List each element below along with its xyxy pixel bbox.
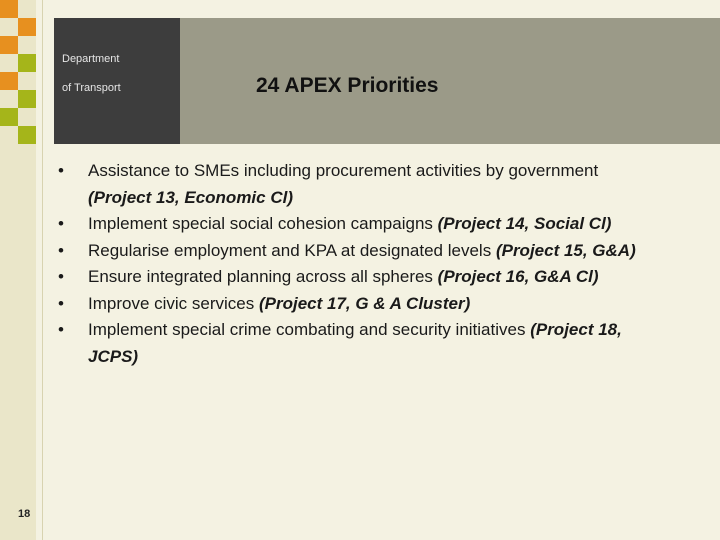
header-dark-block <box>54 18 180 144</box>
bullet-text: Improve civic services <box>88 293 259 313</box>
decor-square-green <box>18 54 36 72</box>
bullet-project: (Project 13, Economic Cl) <box>88 187 293 207</box>
bullet-icon: • <box>58 214 64 233</box>
bullet-item <box>58 264 658 291</box>
page-number: 18 <box>18 508 31 520</box>
slide-title: 24 APEX Priorities <box>256 74 439 97</box>
bullet-text: Assistance to SMEs including procurement activities by government <box>88 161 599 180</box>
department-label: Department <box>62 53 120 65</box>
decor-square-orange <box>0 72 18 90</box>
bullet-project: (Project 17, G & A Cluster) <box>258 293 471 313</box>
bullet-text: Ensure integrated planning across all spheres <box>88 267 438 286</box>
decor-square-green <box>18 90 36 108</box>
bullet-icon: • <box>58 267 64 286</box>
bullet-project: (Project 18, JCPS) <box>88 320 622 366</box>
bullet-icon: • <box>58 320 64 339</box>
left-divider <box>42 0 49 540</box>
bullet-icon: • <box>58 240 64 260</box>
bullet-text: Implement special crime combating and security initiatives <box>88 320 531 339</box>
decor-square-green <box>0 108 18 126</box>
bullet-item <box>58 317 658 370</box>
left-decorative-column <box>0 0 36 540</box>
decor-square-orange <box>18 18 36 36</box>
bullet-item <box>58 211 658 238</box>
bullet-project: (Project 14, Social Cl) <box>437 214 612 233</box>
bullet-list <box>58 158 658 370</box>
bullet-item <box>58 291 658 318</box>
decor-square-green <box>18 126 36 144</box>
bullet-icon: • <box>58 161 64 180</box>
bullet-item <box>58 158 658 211</box>
department-label-line2: of Transport <box>62 82 121 94</box>
bullet-item <box>58 238 658 265</box>
bullet-text: Regularise employment and KPA at designated levels <box>88 240 496 260</box>
bullet-icon: • <box>58 293 64 313</box>
bullet-project: (Project 16, G&A Cl) <box>437 267 599 286</box>
decor-square-orange <box>0 36 18 54</box>
bullet-text: Implement special social cohesion campaigns <box>88 214 438 233</box>
bullet-project: (Project 15, G&A) <box>495 240 636 260</box>
decor-square-orange <box>0 0 18 18</box>
